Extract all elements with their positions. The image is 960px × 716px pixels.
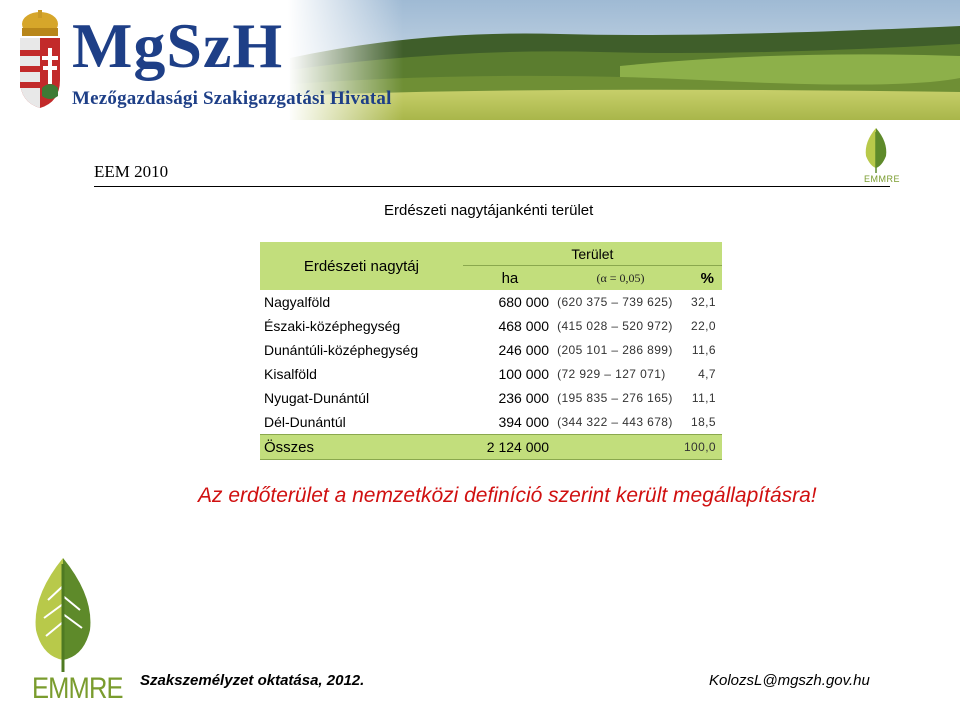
table-total-row <box>260 435 722 460</box>
confidence-interval: (415 028 – 520 972) <box>557 319 673 333</box>
region-name: Nagyalföld <box>264 294 331 310</box>
total-ci <box>557 435 684 460</box>
region-name: Kisalföld <box>264 366 317 382</box>
definition-note: Az erdőterület a nemzetközi definíció szerint került megállapításra! <box>198 484 817 507</box>
area-percent: 11,1 <box>691 391 716 405</box>
column-header-ha: ha <box>463 266 557 291</box>
table-row <box>260 410 722 435</box>
table-row <box>260 338 722 362</box>
column-header-region: Erdészeti nagytáj <box>260 242 463 290</box>
table-row <box>260 386 722 410</box>
area-ha: 246 000 <box>498 342 550 358</box>
table-title: Erdészeti nagytájankénti terület <box>384 202 594 219</box>
area-ha: 394 000 <box>498 414 550 430</box>
area-ha: 680 000 <box>498 294 550 310</box>
region-name: Dunántúli-középhegység <box>264 342 419 358</box>
area-percent: 4,7 <box>698 367 716 381</box>
area-percent: 22,0 <box>691 319 716 333</box>
column-header-area: Terület <box>463 242 722 266</box>
forest-area-table <box>260 242 722 460</box>
area-percent: 32,1 <box>691 295 716 309</box>
area-ha: 236 000 <box>498 390 550 406</box>
area-ha: 100 000 <box>498 366 550 382</box>
area-ha: 468 000 <box>498 318 550 334</box>
footer-course: Szakszemélyzet oktatása, 2012. <box>140 672 365 689</box>
logo-subtitle: Mezőgazdasági Szakigazgatási Hivatal <box>72 88 392 109</box>
small-logo-text: EMMRE <box>864 174 900 184</box>
table-row <box>260 290 722 314</box>
total-label: Összes <box>260 435 463 460</box>
confidence-interval: (205 101 – 286 899) <box>557 343 673 357</box>
slide-label: EEM 2010 <box>94 162 169 181</box>
table-row <box>260 362 722 386</box>
coat-of-arms-icon <box>14 10 66 110</box>
region-name: Nyugat-Dunántúl <box>264 390 370 406</box>
total-ha: 2 124 000 <box>463 435 557 460</box>
leaf-logo-icon <box>28 556 98 672</box>
confidence-interval: (72 929 – 127 071) <box>557 367 666 381</box>
confidence-interval: (195 835 – 276 165) <box>557 391 673 405</box>
confidence-interval: (620 375 – 739 625) <box>557 295 673 309</box>
table-row <box>260 314 722 338</box>
leaf-icon <box>862 126 890 174</box>
region-name: Északi-középhegység <box>264 318 401 334</box>
table-header-row <box>260 242 722 266</box>
total-percent: 100,0 <box>684 435 722 460</box>
footer-email: KolozsL@mgszh.gov.hu <box>709 672 870 689</box>
footer-logo-text: EMMRE <box>32 672 123 705</box>
region-name: Dél-Dunántúl <box>264 414 346 430</box>
area-percent: 18,5 <box>691 415 716 429</box>
header-divider <box>94 186 890 187</box>
column-header-percent: % <box>684 266 722 291</box>
logo-title: MgSzH <box>72 10 284 81</box>
area-percent: 11,6 <box>691 343 716 357</box>
confidence-interval: (344 322 – 443 678) <box>557 415 673 429</box>
column-header-alpha: (α = 0,05) <box>557 266 684 291</box>
header-banner <box>0 0 960 120</box>
